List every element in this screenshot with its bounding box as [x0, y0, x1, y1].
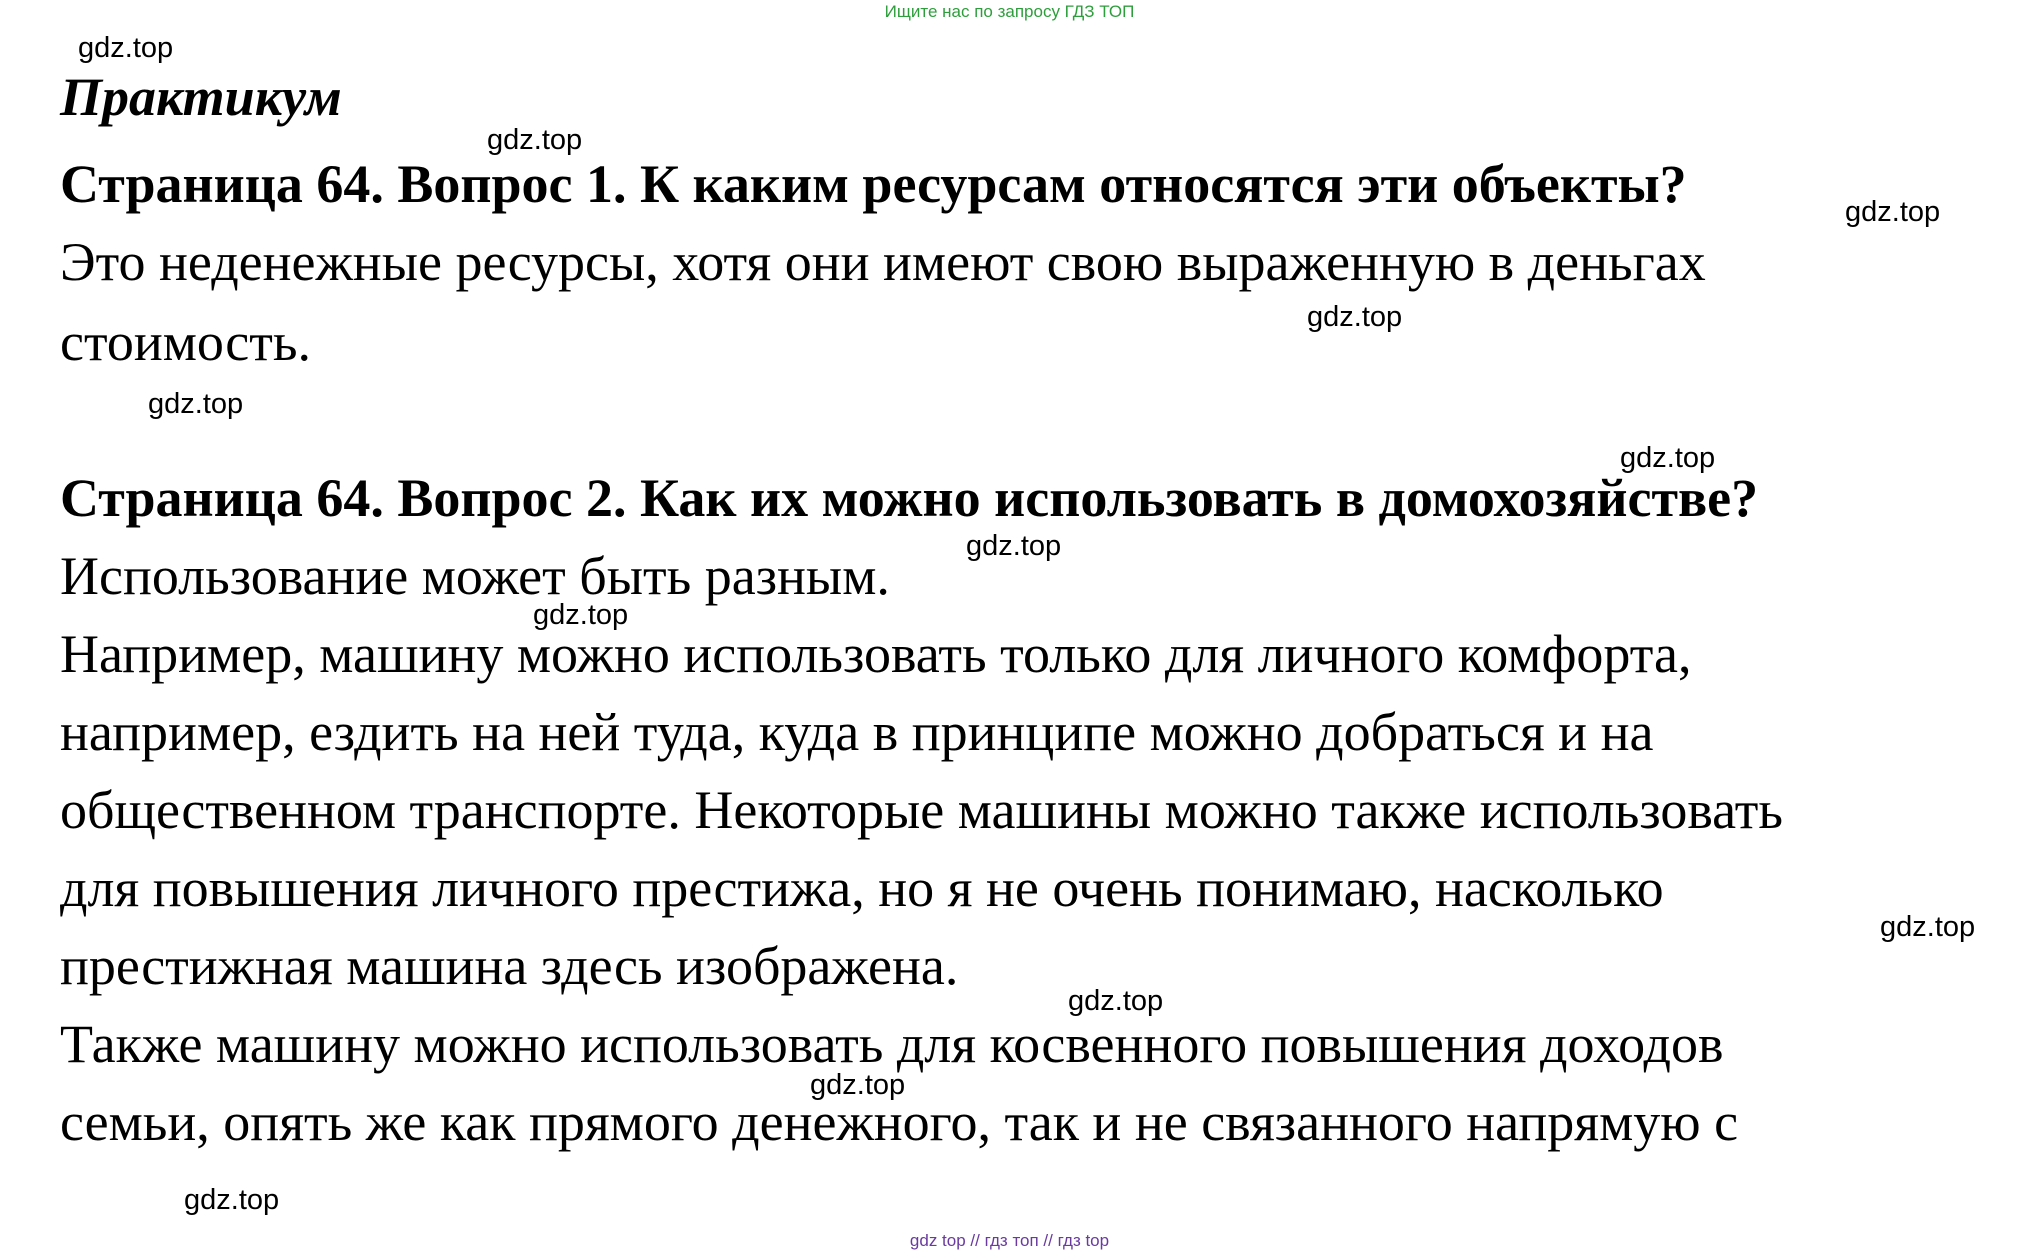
watermark: gdz.top	[78, 32, 174, 64]
watermark: gdz.top	[148, 388, 244, 420]
watermark: gdz.top	[533, 599, 629, 631]
answer-line: например, ездить на ней туда, куда в принципе можно добраться и на	[60, 702, 1654, 762]
watermark: gdz.top	[1068, 985, 1164, 1017]
answer-line: Например, машину можно использовать только для личного комфорта,	[60, 624, 1692, 684]
answer-line: семьи, опять же как прямого денежного, так и не связанного напрямую с	[60, 1092, 1739, 1152]
answer-line: общественном транспорте. Некоторые машины можно также использовать	[60, 780, 1783, 840]
answer-line: Это неденежные ресурсы, хотя они имеют свою выраженную в деньгах	[60, 232, 1706, 292]
question-heading: Страница 64. Вопрос 2. Как их можно использовать в домохозяйстве?	[60, 468, 1759, 528]
top-banner: Ищите нас по запросу ГДЗ ТОП	[884, 2, 1135, 21]
watermark: gdz.top	[966, 530, 1062, 562]
answer-line: стоимость.	[60, 312, 311, 372]
watermark: gdz.top	[184, 1184, 280, 1216]
section-title: Практикум	[60, 67, 342, 127]
watermark: gdz.top	[1880, 911, 1976, 943]
answer-line: для повышения личного престижа, но я не очень понимаю, насколько	[60, 858, 1664, 918]
watermark: gdz.top	[1845, 196, 1941, 228]
bottom-banner: gdz top // гдз топ // гдз top	[909, 1231, 1110, 1250]
answer-line: Также машину можно использовать для косвенного повышения доходов	[60, 1014, 1724, 1074]
watermark: gdz.top	[1307, 301, 1403, 333]
question-heading: Страница 64. Вопрос 1. К каким ресурсам относятся эти объекты?	[60, 154, 1687, 214]
watermark: gdz.top	[810, 1069, 906, 1101]
watermark: gdz.top	[1620, 442, 1716, 474]
answer-line: престижная машина здесь изображена.	[60, 936, 959, 996]
answer-line: Использование может быть разным.	[60, 546, 890, 606]
watermark: gdz.top	[487, 124, 583, 156]
